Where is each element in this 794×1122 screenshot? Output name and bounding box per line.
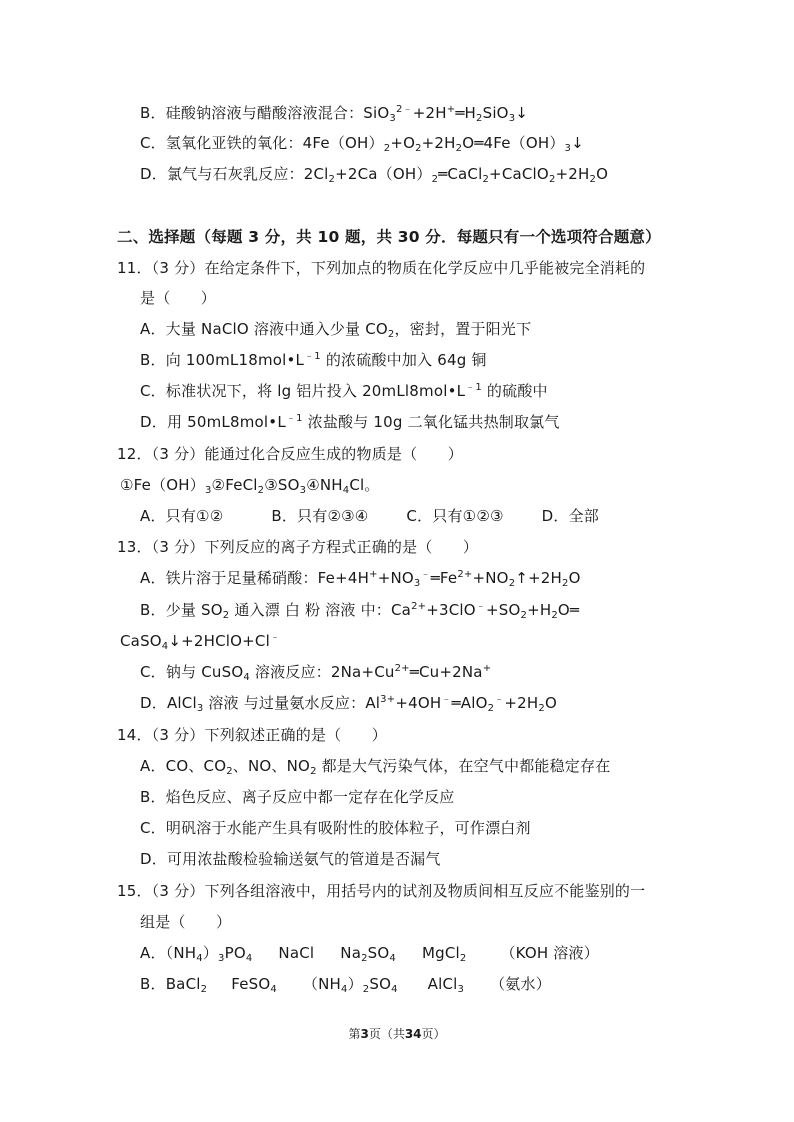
page-footer <box>0 1025 794 1042</box>
q10-option-b: B．硅酸钠溶液与醋酸溶液混合：$SiO_3^{2﹣}+2H^+═H_2SiO_3↓$ <box>140 104 529 124</box>
question-13-option-a: A．铁片溶于足量稀硝酸：$Fe+4H^++NO_3^﹣═Fe^{2+}+NO_2↑+2H_2O$ <box>140 569 581 589</box>
question-15-option-b: B．BaCl$_2$ FeSO$_4$ $(NH_4)_2SO_4$ AlCl$_3$ （氨水） <box>140 975 551 995</box>
q10-option-c: C．氢氧化亚铁的氧化：$4Fe(OH)_2+O_2+2H_2O═4Fe(OH)_3↓$ <box>140 134 584 154</box>
footer-page-number: 3 <box>360 1027 369 1041</box>
footer-prefix: 第 <box>348 1027 361 1041</box>
question-12-stem: 12．（3 分）能通过化合反应生成的物质是（ ） <box>117 445 463 463</box>
question-11-option-d: D．用 $50mL8mol•L^{﹣1}$ 浓盐酸与 10g 二氧化锰共热制取氯气 <box>140 413 560 431</box>
question-11-option-c: C．标准状况下，将 lg 铝片投入 $20mLl8mol•L^{﹣1}$ 的硫酸中 <box>140 382 548 400</box>
question-13-option-c: C．钠与 CuSO$_4$ 溶液反应：$2Na+Cu^{2+}═Cu+2Na^+$ <box>140 663 492 683</box>
question-12-options: A．只有①② B．只有②③④ C．只有①②③ D．全部 <box>140 507 599 525</box>
footer-suffix: 页） <box>421 1027 446 1041</box>
footer-mid: 页（共 <box>368 1027 405 1041</box>
question-11-stem: 11．（3 分）在给定条件下，下列加点的物质在化学反应中几乎能被完全消耗的 <box>117 259 646 277</box>
question-13-stem: 13．（3 分）下列反应的离子方程式正确的是（ ） <box>117 538 479 556</box>
footer-total-pages: 34 <box>404 1027 422 1041</box>
question-15-option-a: A．$(NH_4)_3PO_4$ NaCl $Na_2SO_4$ MgCl$_2$ （KOH 溶液） <box>140 944 599 964</box>
question-14-option-b: B．焰色反应、离子反应中都一定存在化学反应 <box>140 788 455 806</box>
question-14-option-a: A．CO、$CO_2$、NO、$NO_2$ 都是大气污染气体，在空气中都能稳定存在 <box>140 757 611 777</box>
question-14-option-c: C．明矾溶于水能产生具有吸附性的胶体粒子，可作漂白剂 <box>140 819 531 837</box>
question-15-stem-cont: 组是（ ） <box>140 913 232 931</box>
question-11-option-b: B．向 $100mL18mol•L^{﹣1}$ 的浓硫酸中加入 64g 铜 <box>140 351 487 369</box>
question-11-option-a: A．大量 NaClO 溶液中通入少量 $CO_2$，密封，置于阳光下 <box>140 320 532 340</box>
q10-option-d: D．氯气与石灰乳反应：$2Cl_2+2Ca(OH)_2═CaCl_2+CaClO_2+2H_2O$ <box>140 165 609 185</box>
question-13-option-d: D．AlCl$_3$ 溶液 与过量氨水反应：$Al^{3+}+4OH^﹣═AlO_2^﹣+2H_2O$ <box>140 694 557 714</box>
question-12-substances: $①Fe(OH)_3②FeCl_2③SO_3④NH_4Cl$。 <box>120 476 380 496</box>
question-11-stem-cont: 是（ ） <box>140 289 217 307</box>
question-15-stem: 15．（3 分）下列各组溶液中，用括号内的试剂及物质间相互反应不能鉴别的一 <box>117 882 646 900</box>
question-13-option-b-cont: CaSO$_4$↓+2HClO+Cl﹣ <box>120 632 281 652</box>
section-title: 二、选择题（每题 3 分，共 10 题，共 30 分．每题只有一个选项符合题意） <box>117 228 661 246</box>
question-14-stem: 14．（3 分）下列叙述正确的是（ ） <box>117 726 387 744</box>
question-13-option-b: B．少量 $SO_2$ 通入漂 白 粉 溶液 中：$Ca^{2+}+3ClO^﹣+SO_2+H_2O═$ <box>140 601 580 621</box>
question-14-option-d: D．可用浓盐酸检验输送氨气的管道是否漏气 <box>140 850 441 868</box>
